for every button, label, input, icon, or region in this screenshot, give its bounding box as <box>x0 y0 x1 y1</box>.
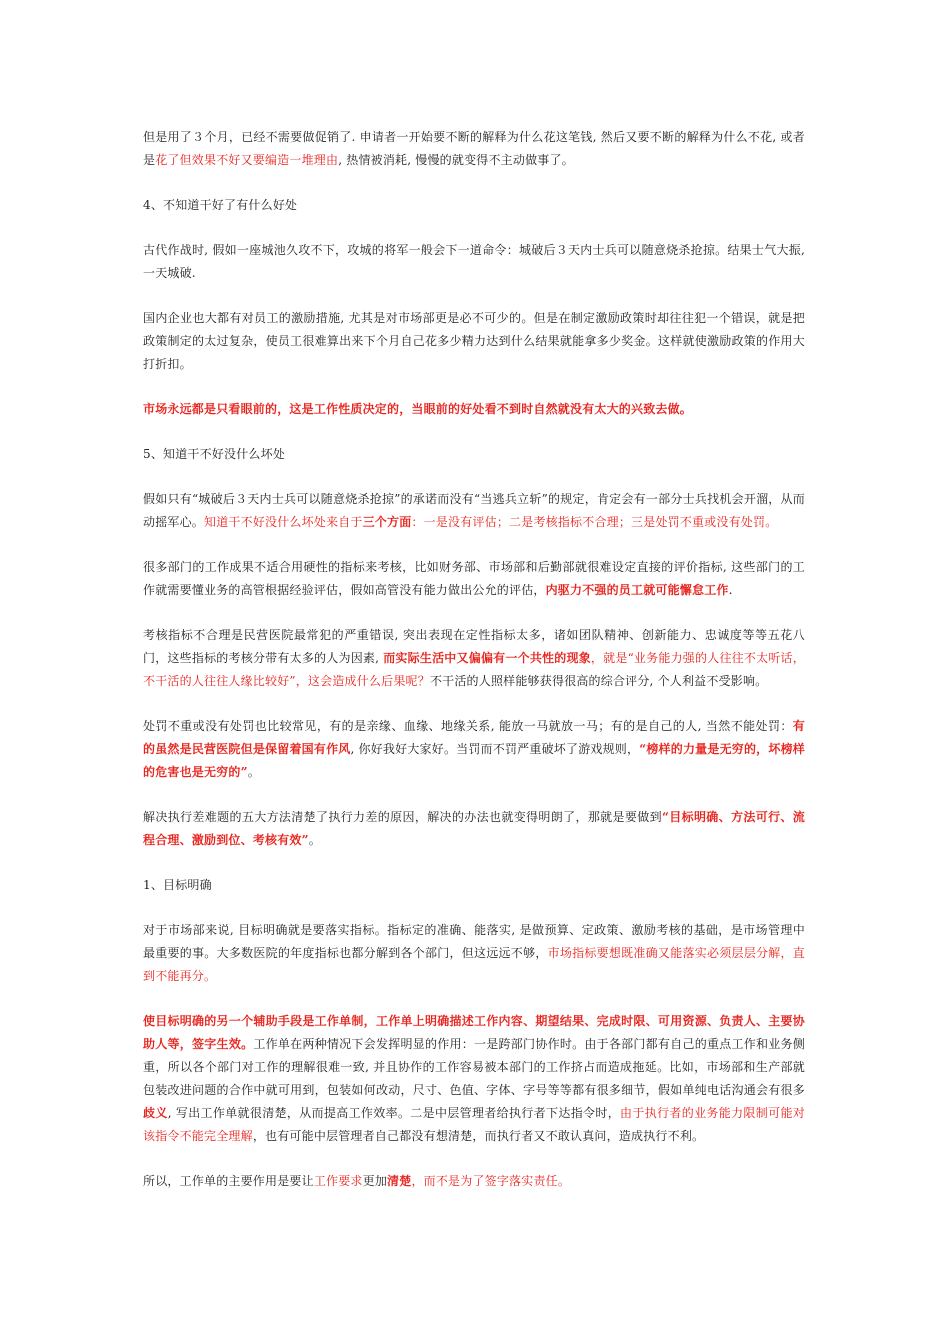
text-run: 清楚 <box>387 1174 412 1188</box>
paragraph-9 <box>143 919 805 988</box>
text-run: 5、知道干不好没什么坏处 <box>143 447 286 461</box>
document-body <box>143 126 805 1193</box>
text-run: 由于执行者的业务能力限制可能对该指令不能完全理解 <box>143 1106 805 1143</box>
paragraph-2 <box>143 239 805 285</box>
text-run: 很多部门的工作成果不适合用硬性的指标来考核，比如财务部、市场部和后勤部就很难设定直接的评价指标, 这些部门的工作就需要懂业务的高管根据经验评估，假如高管没有能力做出公允的评估， <box>143 560 805 597</box>
text-run: ，就是“业务能力强的人往往不太听话，不干活的人往往人缘比较好”，这会造成什么后果呢？ <box>143 651 805 688</box>
paragraph-5 <box>143 556 805 602</box>
text-run: 考核指标不合理是民营医院最常犯的严重错误, 突出表现在定性指标太多，诸如团队精神、创新能力、忠诚度等等五花八门，这些指标的考核分带有太多的人为因素, <box>143 628 805 665</box>
paragraph-6 <box>143 624 805 693</box>
text-run: 古代作战时, 假如一座城池久攻不下，攻城的将军一般会下一道命令：城破后３天内士兵可以随意烧杀抢掠。结果士气大振, 一天城破. <box>143 243 805 280</box>
text-run: 不干活的人照样能够获得很高的综合评分, 个人利益不受影响。 <box>429 674 768 688</box>
text-run: ，也有可能中层管理者自己都没有想清楚，而执行者又不敢认真问，造成执行不利。 <box>252 1129 705 1143</box>
text-run: 歧义 <box>143 1106 168 1120</box>
paragraph-4 <box>143 488 805 534</box>
paragraph-10 <box>143 1010 805 1148</box>
text-run: “目标明确、方法可行、流程合理、激励到位、考核有效” <box>143 810 805 847</box>
paragraph-8 <box>143 806 805 852</box>
paragraph-11 <box>143 1170 805 1193</box>
text-run: 4、不知道干好了有什么好处 <box>143 198 298 212</box>
text-run: 三个方面 <box>362 515 412 529</box>
text-run: ，而不是为了签字落实责任。 <box>411 1174 571 1188</box>
text-run: 工作要求 <box>313 1174 363 1188</box>
paragraph-7 <box>143 715 805 784</box>
text-run: . <box>728 583 733 597</box>
text-run: 国内企业也大都有对员工的激励措施, 尤其是对市场部更是必不可少的。但是在制定激励政策时却往往犯一个错误，就是把政策制定的太过复杂，使员工很难算出来下个月自己花多少精力达到什么结果就能拿多少奖金。这样就使激励政策的作用大打折扣。 <box>143 311 805 371</box>
text-run: “榜样的力量是无穷的，坏榜样的危害也是无穷的” <box>143 742 805 779</box>
text-run: 对于市场部来说, 目标明确就是要落实指标。指标定的准确、能落实, 是做预算、定政策、激励考核的基础，是市场管理中最重要的事。大多数医院的年度指标也都分解到各个部门，但这远远不够， <box>143 923 805 960</box>
section-heading-4 <box>143 194 805 217</box>
text-run: 。 <box>308 833 321 847</box>
text-run: 工作单在两种情况下会发挥明显的作用：一是跨部门协作时。由于各部门都有自己的重点工作和业务侧重，所以各个部门对工作的理解很难一致, 并且协作的工作容易被本部门的工作挤占而造成拖延。比如，市场部和生产部就包装改进问题的合作中就可用到，包装如何改动，尺寸、色值、字体、字号等等都有很多细节，假如单纯电话沟通会有很多 <box>143 1037 805 1097</box>
text-run: 使目标明确的另一个辅助手段是工作单制，工作单上明确描述工作内容、期望结果、完成时限、可用资源、负责人、主要协助人等，签字生效。 <box>143 1014 805 1051</box>
text-run: 解决执行差难题的五大方法清楚了执行力差的原因，解决的办法也就变得明朗了，那就是要做到 <box>143 810 662 824</box>
text-run: 花了但效果不好又要编造一堆理由 <box>155 153 339 167</box>
text-run: 市场永远都是只看眼前的，这是工作性质决定的，当眼前的好处看不到时自然就没有太大的兴致去做。 <box>143 402 693 416</box>
text-run: 所以，工作单的主要作用是要让 <box>143 1174 314 1188</box>
text-run: 知道干不好没什么坏处来自于 <box>204 515 363 529</box>
text-run: 处罚不重或没有处罚也比较常见，有的是亲缘、血缘、地缘关系, 能放一马就放一马；有的是自己的人, 当然不能处罚： <box>143 719 793 733</box>
text-run: 有的虽然是民营医院但是保留着国有作风 <box>143 719 805 756</box>
text-run: 1、目标明确 <box>143 878 212 892</box>
text-run: , 你好我好大家好。当罚而不罚严重破坏了游戏规则， <box>350 742 640 756</box>
section-heading-5 <box>143 443 805 466</box>
paragraph-1 <box>143 126 805 172</box>
text-run: 市场指标要想既准确又能落实必须层层分解，直到不能再分。 <box>143 946 805 983</box>
text-run: , 写出工作单就很清楚，从而提高工作效率。二是中层管理者给执行者下达指令时， <box>167 1106 621 1120</box>
text-run: 假如只有“城破后３天内士兵可以随意烧杀抢掠”的承诺而没有“当逃兵立斩”的规定，肯定会有一部分士兵找机会开溜，从而动摇军心。 <box>143 492 805 529</box>
highlight-paragraph-1 <box>143 398 805 421</box>
section-heading-1 <box>143 874 805 897</box>
paragraph-3 <box>143 307 805 376</box>
text-run: , 热情被消耗, 慢慢的就变得不主动做事了。 <box>338 153 574 167</box>
text-run: 而实际生活中又偏偏有一个共性的现象 <box>383 651 591 665</box>
text-run: 但是用了３个月，已经不需要做促销了. 申请者一开始要不断的解释为什么花这笔钱, 然后又要不断的解释为什么不花, 或者是 <box>143 130 805 167</box>
text-run: 更加 <box>362 1174 388 1188</box>
text-run: 。 <box>247 765 260 779</box>
text-run: ：一是没有评估；二是考核指标不合理；三是处罚不重或没有处罚。 <box>411 515 778 529</box>
text-run: 内驱力不强的员工就可能懈怠工作 <box>545 583 729 597</box>
